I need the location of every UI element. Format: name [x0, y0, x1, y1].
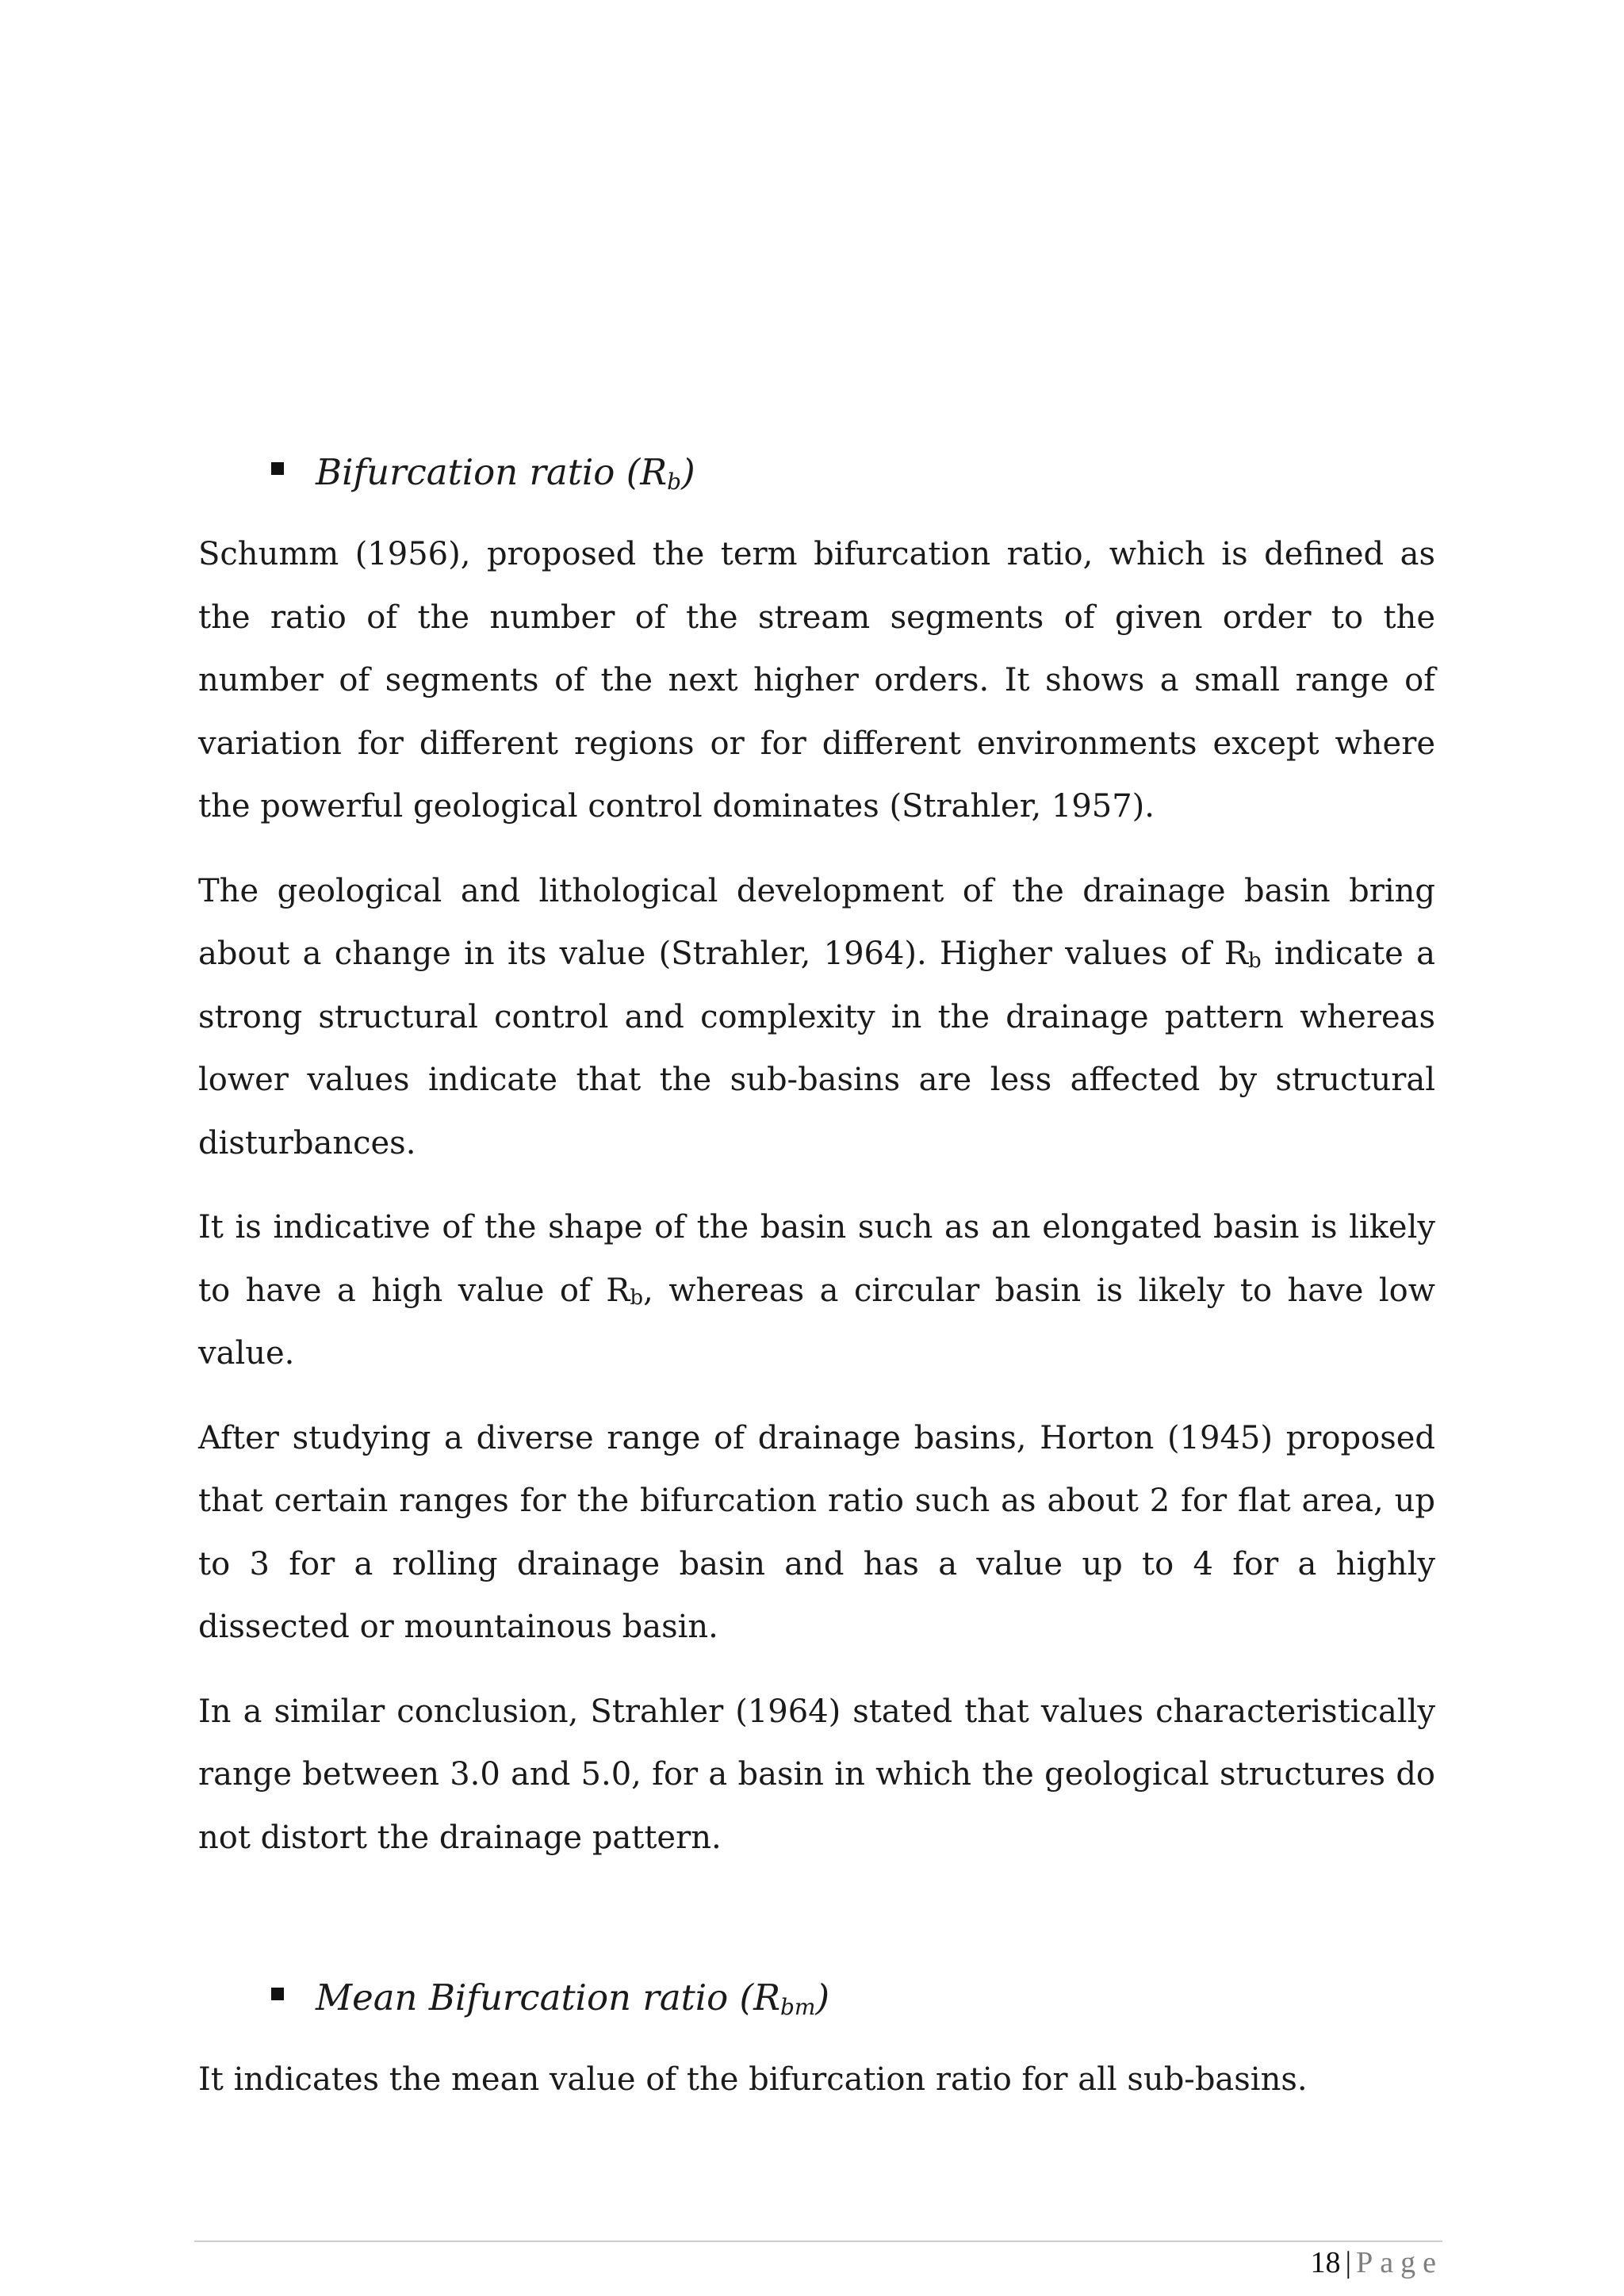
section-heading-bifurcation-ratio — [271, 444, 1435, 501]
paragraph-mean-definition: It indicates the mean value of the bifurcation ratio for all sub-basins. — [198, 2061, 1308, 2098]
paragraph-schumm-definition: Schumm (1956), proposed the term bifurcation ratio, which is defined as the ratio of the number of the stream segments of given order to the number of segments of the next higher orders. It shows a small range of variation for different regions or for different environments except where the powerful geological control dominates (Strahler, 1957). — [198, 536, 1435, 825]
square-bullet-icon — [271, 1988, 284, 2000]
square-bullet-icon — [271, 462, 284, 475]
footer-divider — [194, 2241, 1442, 2242]
section-heading-mean-bifurcation-ratio — [271, 1969, 1435, 2026]
footer-separator: | — [1345, 2246, 1352, 2279]
heading-text: Mean Bifurcation ratio $(R_{bm})$ — [316, 1976, 830, 2020]
paragraph-strahler-conclusion: In a similar conclusion, Strahler (1964) stated that values characteristically range between 3.0 and 5.0, for a basin in which the geological structures do not distort the drainage pattern. — [198, 1693, 1435, 1856]
paragraph-horton-ranges: After studying a diverse range of drainage basins, Horton (1945) proposed that certain ranges for the bifurcation ratio such as about 2 for flat area, up to 3 for a rolling drainage basin and has a value up to 4 for a highly dissected or mountainous basin. — [198, 1419, 1435, 1645]
page-content — [198, 444, 1435, 2112]
paragraph-geological-development: The geological and lithological development of the drainage basin bring about a change in its value (Strahler, 1964). Higher values of $R_b$ indicate a strong structural control and complexity in the drainage pattern whereas lower values indicate that the sub-basins are less affected by structural disturbances. — [198, 872, 1435, 1161]
page-number: 18 — [1310, 2246, 1341, 2279]
paragraph-basin-shape: It is indicative of the shape of the basin such as an elongated basin is likely to have a high value of $R_b$, whereas a circular basin is likely to have low value. — [198, 1209, 1436, 1372]
page-label: Page — [1356, 2246, 1443, 2279]
heading-text: Bifurcation ratio $(R_b)$ — [316, 451, 695, 495]
page-footer — [1311, 2245, 1443, 2280]
